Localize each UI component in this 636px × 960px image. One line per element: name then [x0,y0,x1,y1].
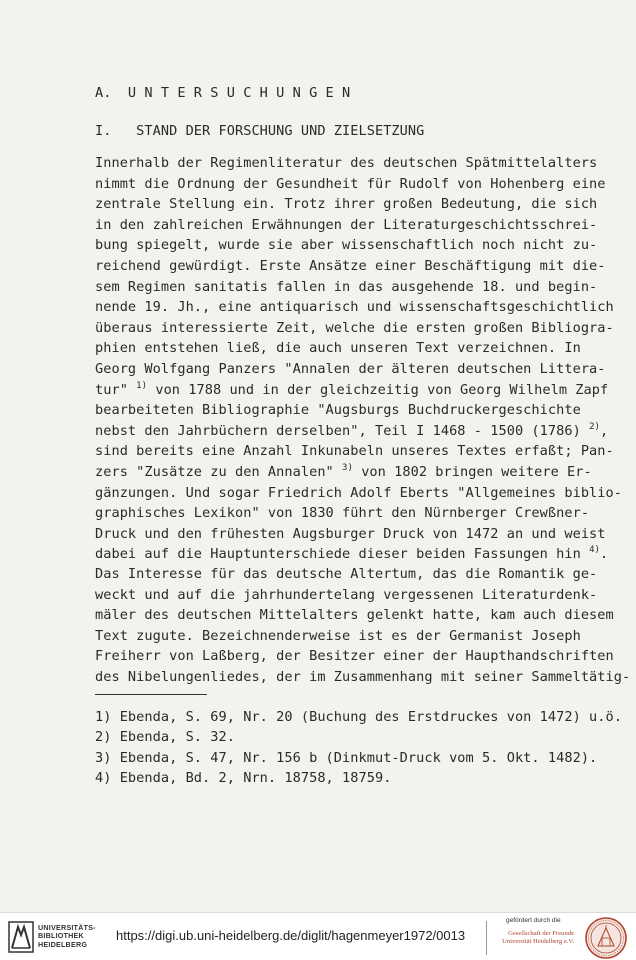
text-line: weckt und auf die jahrhundertelang vergessenen Literaturdenk- [95,586,598,603]
society-name: Gesellschaft der Freunde Universität Heidelberg e.V. [502,930,574,946]
text-line: Druck und den frühesten Augsburger Druck von 1472 an und weist [95,525,606,542]
library-name: UNIVERSITÄTS- BIBLIOTHEK HEIDELBERG [38,923,96,949]
footer-divider [486,921,487,955]
subheading: I. STAND DER FORSCHUNG UND ZIELSETZUNG [95,123,425,139]
text-line: phien entstehen ließ, die auch unseren Text verzeichnen. In [95,340,581,357]
text-line: in den zahlreichen Erwähnungen der Literaturgeschichtsschrei- [95,216,598,233]
text-line: nebst den Jahrbüchern derselben", Teil I 1468 - 1500 (1786) $^{2)}$, [95,421,609,439]
text-line: reichend gewürdigt. Erste Ansätze einer Beschäftigung mit die- [95,258,606,274]
text-line: zers "Zusätze zu den Annalen" $^{3)}$ von 1802 bringen weitere Er- [95,463,592,480]
footnote-marker: 3) [342,463,353,473]
footnote-marker: 2) [589,421,600,432]
text-line: des Nibelungenliedes, der im Zusammenhang mit seiner Sammeltätig- [95,669,631,685]
footnote: 3) Ebenda, S. 47, Nr. 156 b (Dinkmut-Druck vom 5. Okt. 1482). [95,749,598,766]
footnote: 1) Ebenda, S. 69, Nr. 20 (Buchung des Erstdruckes von 1472) u.ö. [95,709,622,725]
text-line: gänzungen. Und sogar Friedrich Adolf Eberts "Allgemeines biblio- [95,484,622,501]
section-heading: A. U N T E R S U C H U N G E N [95,85,351,101]
text-line: sind bereits eine Anzahl Inkunabeln unseres Textes erfaßt; Pan- [95,443,614,460]
text-line: dabei auf die Hauptunterschiede dieser beiden Fassungen hin $^{4)}$. [95,545,609,563]
footnote-rule [95,694,207,695]
text-line: Georg Wolfgang Panzers "Annalen der älteren deutschen Littera- [95,361,606,377]
text-line: mäler des deutschen Mittelalters gelenkt hatte, kam auch diesem [95,607,614,624]
text-line: graphisches Lexikon" von 1830 führt den Nürnberger Crewßner- [95,505,590,522]
text-line: bearbeiteten Bibliographie "Augsburgs Buchdruckergeschichte [95,402,581,419]
text-line: bung spiegelt, wurde sie aber wissenschaftlich noch nicht zu- [95,237,598,254]
text-line: zentrale Stellung ein. Trotz ihrer großen Bedeutung, die sich [95,196,598,213]
text-line: Innerhalb der Regimenliteratur des deutschen Spätmittelalters [95,155,598,171]
text-line: sem Regimen sanitatis fallen in das ausgehende 18. und begin- [95,278,598,295]
footnote: 2) Ebenda, S. 32. [95,729,235,746]
text-line: überaus interessierte Zeit, welche die ersten großen Bibliogra- [95,319,614,336]
university-library-logo-icon [8,921,34,953]
text-line: Freiherr von Laßberg, der Besitzer einer der Haupthandschriften [95,648,614,665]
text-line: nimmt die Ordnung der Gesundheit für Rudolf von Hohenberg eine [95,175,606,192]
footnote-marker: 1) [136,380,148,391]
footnote: 4) Ebenda, Bd. 2, Nrn. 18758, 18759. [95,770,392,787]
text-line: tur" $^{1)}$ von 1788 und in der gleichzeitig von Georg Wilhelm Zapf [95,380,609,398]
text-line: Text zugute. Bezeichnenderweise ist es der Germanist Joseph [95,627,581,644]
funded-by-label: gefördert durch die [506,917,561,924]
text-line: nende 19. Jh., eine antiquarisch und wissenschaftsgeschichtlich [95,299,614,316]
footer-bar [0,912,636,960]
text-line: Das Interesse für das deutsche Altertum, das die Romantik ge- [95,566,598,582]
footnote-marker: 4) [589,545,600,556]
society-seal-icon [584,916,628,960]
document-url-link[interactable]: https://digi.ub.uni-heidelberg.de/diglit/hagenmeyer1972/0013 [116,928,466,943]
